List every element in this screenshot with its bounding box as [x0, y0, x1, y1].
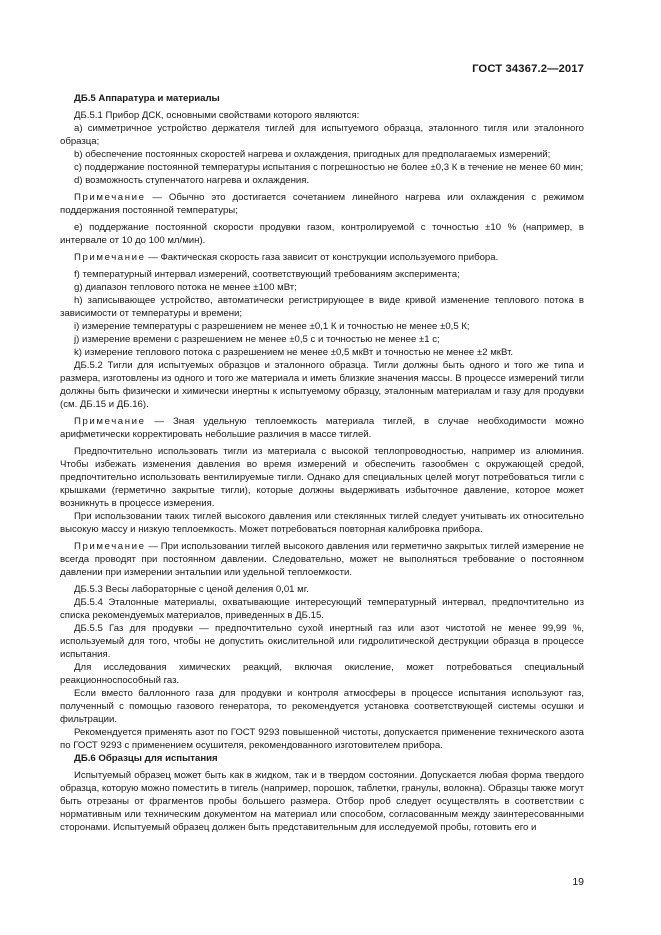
note-label: Примечание: [74, 192, 146, 203]
paragraph: ДБ.5.5 Газ для продувки — предпочтительно сухой инертный газ или азот чистотой не менее 99,99 %, используемый для того, чтобы не допустить окислительной или гидролитической деструкции образца в процессе испытания.: [60, 623, 584, 660]
note: [60, 540, 584, 579]
list-item: c) поддержание постоянной температуры испытания с погрешностью не более ±0,3 К в течение не менее 60 мин;: [74, 162, 584, 173]
list-item: k) измерение теплового потока с разрешением не менее ±0,5 мкВт и точностью не менее ±2 мкВт.: [74, 347, 514, 358]
paragraph: Рекомендуется применять азот по ГОСТ 9293 повышенной чистоты, допускается применение технического азота по ГОСТ 9293 с применением осушителя, рекомендованного изготовителем прибора.: [60, 727, 584, 751]
note-text: — Зная удельную теплоемкость материала тиглей, в случае необходимости можно арифметически корректировать небольшие различия в массе тиглей.: [60, 416, 584, 440]
list-item: f) температурный интервал измерений, соответствующий требованиям эксперимента;: [74, 269, 460, 280]
note-label: Примечание: [74, 252, 146, 263]
list-item: g) диапазон теплового потока не менее ±100 мВт;: [74, 282, 297, 293]
standard-designation: ГОСТ 34367.2—2017: [472, 63, 584, 75]
list-item: a) симметричное устройство держателя тиглей для испытуемого образца, эталонного тигля или эталонного образца;: [60, 123, 584, 147]
document-body: [60, 92, 584, 834]
paragraph: ДБ.5.3 Весы лабораторные с ценой деления 0,01 мг.: [74, 584, 309, 595]
note: [60, 191, 584, 217]
paragraph: Если вместо баллонного газа для продувки и контроля атмосферы в процессе испытания используют газ, полученный с помощью газового генератора, то рекомендуется установка соответствующей системы осушки и фильтрации.: [60, 688, 584, 725]
note: [60, 251, 584, 264]
note-text: — Фактическая скорость газа зависит от конструкции используемого прибора.: [145, 252, 499, 263]
note: [60, 415, 584, 441]
paragraph: Испытуемый образец может быть как в жидком, так и в твердом состоянии. Допускается любая форма твердого образца, которую можно поместить в тигель (например, порошок, таблетки, гранулы, волокна). Образцы также могут быть отрезаны от фрагментов пробы большего размера. Отбор проб следует осуществлять в соответствии с нормативным или техническим документом на материал или способом, согласованным между заинтересованными сторонами. Испытуемый образец должен быть представительным для исследуемой пробы, готовить его и: [60, 770, 584, 833]
section-heading-db5: ДБ.5 Аппаратура и материалы: [74, 93, 220, 104]
list-item: h) записывающее устройство, автоматически регистрирующее в виде кривой изменение теплового потока в зависимости от температуры и времени;: [60, 295, 584, 319]
list-item: b) обеспечение постоянных скоростей нагрева и охлаждения, пригодных для предполагаемых измерений;: [74, 149, 551, 160]
note-label: Примечание: [74, 416, 146, 427]
paragraph: ДБ.5.2 Тигли для испытуемых образцов и эталонного образца. Тигли должны быть одного и того же типа и размера, изготовлены из одного и того же материала и иметь близкие значения массы. В процессе измерений тигли должны быть физически и химически инертны к испытуемому образцу, эталонным материалам и газу для продувки (см. ДБ.15 и ДБ.16).: [60, 360, 584, 410]
paragraph: При использовании таких тиглей высокого давления или стеклянных тиглей следует учитывать их относительно высокую массу и низкую теплоемкость. Может потребоваться повторная калибровка прибора.: [60, 511, 584, 535]
list-item: d) возможность ступенчатого нагрева и охлаждения.: [74, 175, 310, 186]
list-item: j) измерение времени с разрешением не менее ±0,5 с и точностью не менее ±1 с;: [74, 334, 440, 345]
note-label: Примечание: [74, 541, 146, 552]
section-heading-db6: ДБ.6 Образцы для испытания: [74, 753, 218, 764]
list-item: e) поддержание постоянной скорости продувки газом, контролируемой с точностью ±10 % (например, в интервале от 10 до 100 мл/мин).: [60, 222, 584, 246]
page-number: 19: [572, 876, 584, 888]
note-text: — При использовании тиглей высокого давления или герметично закрытых тиглей измерение не всегда проводят при постоянном давлении. Следовательно, может не выполняться требование о постоянном давлении при измерении энтальпии или удельной теплоемкости.: [60, 541, 584, 578]
paragraph: ДБ.5.1 Прибор ДСК, основными свойствами которого являются:: [74, 110, 360, 121]
paragraph: ДБ.5.4 Эталонные материалы, охватывающие интересующий температурный интервал, предпочтительно из списка рекомендуемых материалов, приведенных в ДБ.15.: [60, 597, 584, 621]
paragraph: Для исследования химических реакций, включая окисление, может потребоваться специальный реакционноспособный газ.: [60, 662, 584, 686]
list-item: i) измерение температуры с разрешением не менее ±0,1 К и точностью не менее ±0,5 К;: [74, 321, 470, 332]
paragraph: Предпочтительно использовать тигли из материала с высокой теплопроводностью, например из алюминия. Чтобы избежать изменения давления во время измерений и обеспечить газообмен с окружающей средой, предпочтительно использовать вентилируемые тигли. Однако для специальных целей могут потребоваться тигли с крышками (герметично закрытые тигли), которые должны выдерживать избыточное давление, которое может возникнуть в процессе измерения.: [60, 446, 584, 509]
note-text: — Обычно это достигается сочетанием линейного нагрева или охлаждения с режимом поддержания постоянной температуры;: [60, 192, 584, 216]
